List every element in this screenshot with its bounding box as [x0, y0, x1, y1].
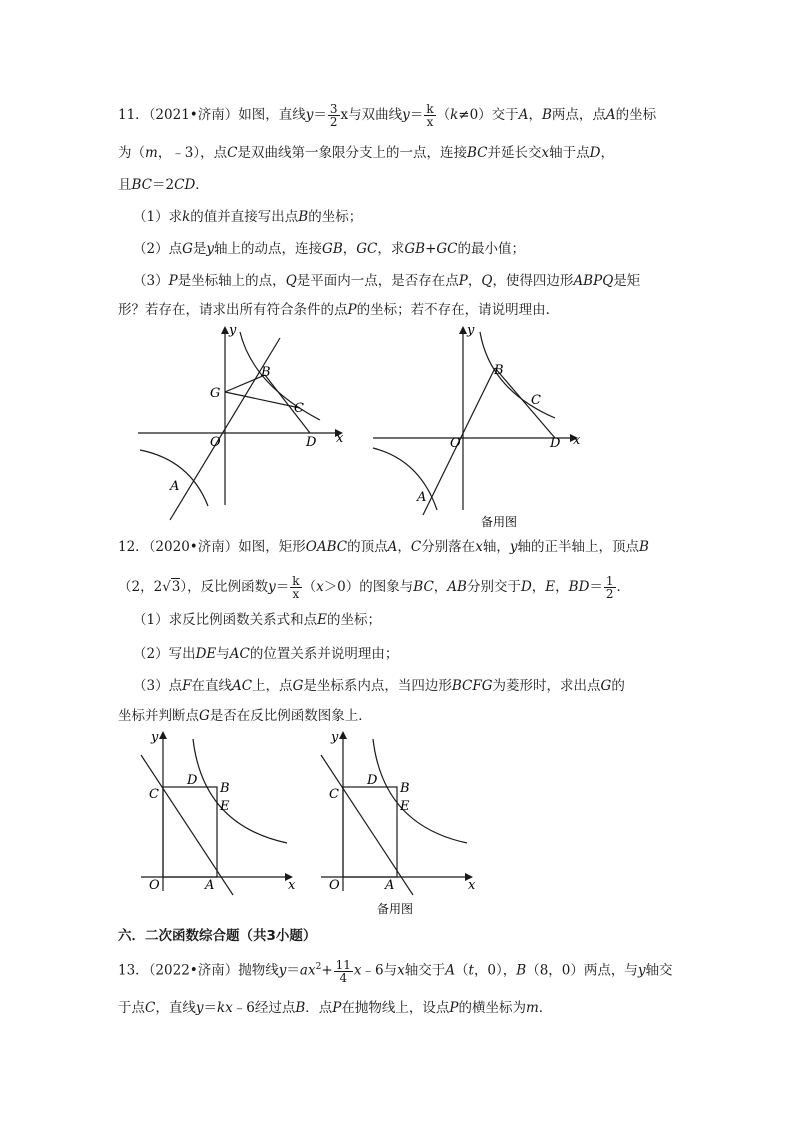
figure-caption: 备用图 [377, 902, 414, 916]
label-y: y [467, 323, 475, 338]
hyperbola-branch-2 [140, 450, 208, 506]
q12-part-2: （2）写出DE与AC的位置关系并说明理由； [133, 646, 399, 662]
label-O: O [210, 435, 221, 450]
label-y: y [331, 730, 339, 745]
label-A: A [417, 490, 427, 505]
label-G: G [210, 386, 221, 401]
question-number: 11． [118, 107, 149, 123]
q11-line-1: 11．（2021•济南）如图，直线y＝ $\frac{3}{2}$ x与双曲线y＝ $\frac{k}{x}$ （k≠0）交于A，B两点，点A的坐标 [118, 102, 657, 129]
q11-line-2: 为（m，﹣3），点C是双曲线第一象限分支上的一点，连接BC并延长交x轴于点D， [118, 145, 614, 161]
q11-part-2: （2）点G是y轴上的动点，连接GB，GC，求GB+GC的最小值； [133, 241, 526, 257]
hyperbola-branch-2 [373, 448, 437, 510]
segment-GB [225, 375, 265, 392]
q12-line-2: （2，2√3），反比例函数y＝ $\frac{k}{x}$ （x＞0）的图象与BC，AB分别交于D，E，BD＝ $\frac{1}{2}$ ． [118, 574, 631, 601]
q11-part-3-cont: 形？若存在，请求出所有符合条件的点P的坐标；若不存在，请说明理由． [118, 302, 560, 318]
label-E: E [400, 799, 410, 814]
q12-line-1: 12．（2020•济南）如图，矩形OABC的顶点A，C分别落在x轴，y轴的正半轴上，顶点B [118, 539, 649, 555]
y-axis-arrow [459, 326, 467, 334]
label-B: B [261, 365, 271, 380]
section-title: 六．二次函数综合题（共3小题） [118, 928, 317, 944]
sqrt-symbol: √ [162, 579, 171, 595]
q12-part-1: （1）求反比例函数关系式和点E的坐标； [133, 612, 381, 628]
label-B: B [494, 363, 504, 378]
q11-part-1: （1）求k的值并直接写出点B的坐标； [133, 209, 363, 225]
label-D: D [306, 435, 317, 450]
q12-figure-spare [315, 725, 490, 920]
label-B: B [400, 781, 410, 796]
fraction-3-2: $\frac{3}{2}$ [329, 102, 338, 129]
label-C: C [149, 787, 159, 802]
label-O: O [329, 878, 340, 893]
label-x: x [468, 878, 476, 893]
label-y: y [151, 730, 159, 745]
q12-figure-main [135, 725, 310, 897]
question-number: 12． [118, 539, 149, 555]
fraction-k-x: $\frac{k}{x}$ [292, 574, 300, 601]
question-source: （2022•济南） [148, 962, 239, 979]
y-axis-arrow [221, 326, 229, 334]
label-x: x [573, 433, 581, 448]
label-A: A [205, 878, 215, 893]
label-y: y [229, 323, 237, 338]
hyperbola-branch-1 [240, 332, 320, 420]
label-A: A [170, 479, 180, 494]
label-C: C [329, 787, 339, 802]
y-axis-arrow [339, 731, 347, 739]
label-A: A [385, 878, 395, 893]
q11-part-3: （3）P是坐标轴上的点，Q是平面内一点，是否存在点P，Q，使得四边形ABPQ是矩 [133, 273, 641, 289]
y-axis-arrow [159, 731, 167, 739]
q13-line-2: 于点C，直线y＝kx﹣6经过点B．点P在抛物线上，设点P的横坐标为m． [118, 1000, 553, 1016]
label-E: E [220, 799, 230, 814]
question-source: （2021•济南） [148, 107, 239, 123]
label-C: C [531, 393, 541, 408]
fraction-k-x: $\frac{k}{x}$ [426, 102, 434, 129]
label-x: x [336, 431, 344, 446]
label-D: D [367, 773, 378, 788]
label-D: D [187, 773, 198, 788]
question-source: （2020•济南） [148, 539, 239, 555]
line-BD [495, 368, 555, 438]
q11-figure-spare [365, 320, 595, 535]
q11-line-3: 且BC＝2CD． [118, 177, 209, 193]
label-x: x [288, 878, 296, 893]
fraction-11-4: $\frac{11}{4}$ [335, 957, 351, 985]
q13-line-1: 13．（2022•济南）抛物线$y=ax^2+$ $\frac{11}{4}$ x﹣6与x轴交于A（t，0），B（8，0）两点，与y轴交 [118, 957, 673, 985]
q12-part-3-cont: 坐标并判断点G是否在反比例函数图象上． [118, 708, 372, 724]
hyperbola [193, 739, 287, 843]
fraction-1-2: $\frac{1}{2}$ [605, 574, 614, 601]
label-O: O [149, 878, 160, 893]
label-B: B [220, 781, 230, 796]
q11-figure-main [130, 320, 350, 525]
label-O: O [450, 436, 461, 451]
q12-part-3: （3）点F在直线AC上，点G是坐标系内点，当四边形BCFG为菱形时，求出点G的 [133, 678, 625, 694]
label-D: D [550, 436, 561, 451]
question-number: 13． [118, 962, 149, 979]
label-C: C [294, 401, 304, 416]
figure-caption: 备用图 [481, 515, 518, 529]
hyperbola [373, 739, 467, 843]
